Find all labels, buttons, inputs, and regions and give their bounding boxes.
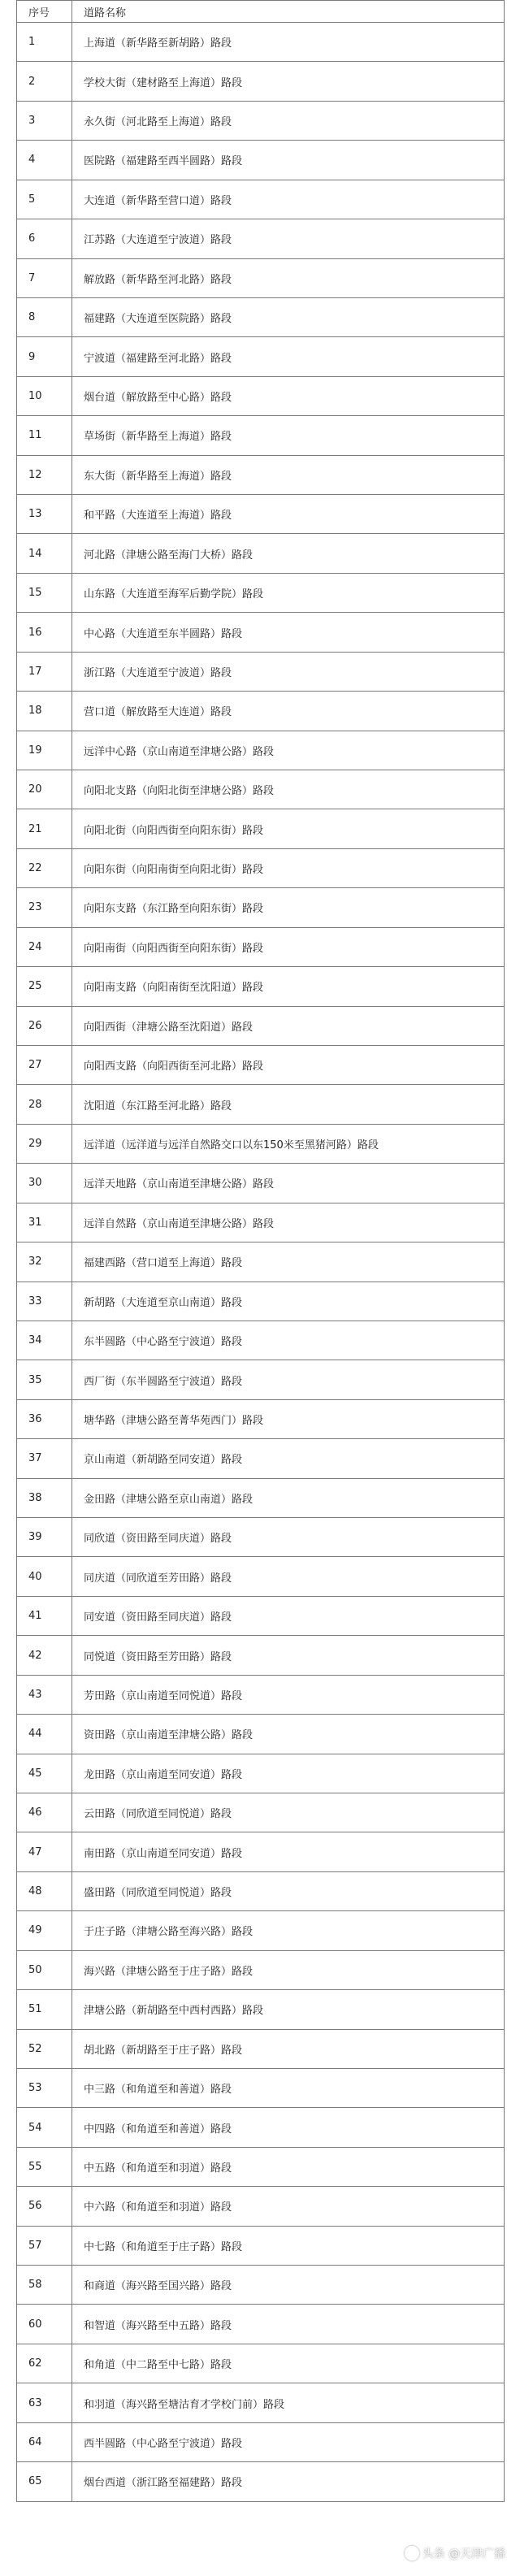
- row-serial-number: 38: [17, 1478, 72, 1517]
- row-road-name: 塘华路（津塘公路至菁华苑西门）路段: [72, 1399, 505, 1438]
- row-serial-number: 62: [17, 2344, 72, 2383]
- table-row: [17, 1124, 505, 1163]
- row-serial-number: 41: [17, 1596, 72, 1635]
- row-serial-number: 49: [17, 1911, 72, 1950]
- table-row: [17, 2383, 505, 2422]
- row-road-name: 远洋道（远洋道与远洋自然路交口以东150米至黑猪河路）路段: [72, 1124, 505, 1163]
- table-row: [17, 2029, 505, 2068]
- row-serial-number: 65: [17, 2462, 72, 2501]
- table-row: [17, 1950, 505, 1989]
- row-road-name: 福建西路（营口道至上海道）路段: [72, 1242, 505, 1281]
- row-serial-number: 45: [17, 1754, 72, 1793]
- row-serial-number: 31: [17, 1203, 72, 1242]
- table-row: [17, 848, 505, 887]
- table-body: [17, 23, 505, 2502]
- row-road-name: 和角道（中二路至中七路）路段: [72, 2344, 505, 2383]
- row-road-name: 东半圆路（中心路至宁波道）路段: [72, 1321, 505, 1360]
- row-road-name: 和智道（海兴路至中五路）路段: [72, 2305, 505, 2344]
- table-row: [17, 2187, 505, 2226]
- row-serial-number: 51: [17, 1990, 72, 2029]
- row-road-name: 资田路（京山南道至津塘公路）路段: [72, 1715, 505, 1754]
- row-serial-number: 13: [17, 495, 72, 534]
- row-serial-number: 9: [17, 337, 72, 376]
- row-serial-number: 43: [17, 1675, 72, 1714]
- row-road-name: 和羽道（海兴路至塘沽育才学校门前）路段: [72, 2383, 505, 2422]
- road-table: [16, 0, 505, 2502]
- row-serial-number: 52: [17, 2029, 72, 2068]
- table-row: [17, 1242, 505, 1281]
- row-road-name: 南田路（京山南道至同安道）路段: [72, 1832, 505, 1871]
- watermark-text: 头条 @天津广播: [422, 2548, 505, 2561]
- table-row: [17, 1399, 505, 1438]
- table-row: [17, 888, 505, 927]
- row-road-name: 津塘公路（新胡路至中西村西路）路段: [72, 1990, 505, 2029]
- row-road-name: 同欣道（资田路至同庆道）路段: [72, 1518, 505, 1557]
- table-row: [17, 1911, 505, 1950]
- table-row: [17, 1793, 505, 1832]
- row-serial-number: 21: [17, 809, 72, 848]
- row-road-name: 向阳北街（向阳西街至向阳东街）路段: [72, 809, 505, 848]
- row-road-name: 烟台西道（浙江路至福建路）路段: [72, 2462, 505, 2501]
- row-road-name: 向阳北支路（向阳北街至津塘公路）路段: [72, 770, 505, 809]
- row-serial-number: 27: [17, 1045, 72, 1084]
- row-serial-number: 30: [17, 1164, 72, 1203]
- row-serial-number: 55: [17, 2147, 72, 2186]
- table-row: [17, 2108, 505, 2147]
- table-row: [17, 1990, 505, 2029]
- table-row: [17, 534, 505, 573]
- table-row: [17, 1596, 505, 1635]
- table-row: [17, 2226, 505, 2265]
- table-row: [17, 731, 505, 770]
- row-serial-number: 36: [17, 1399, 72, 1438]
- row-road-name: 向阳南街（向阳西街至向阳东街）路段: [72, 927, 505, 966]
- row-road-name: 向阳东支路（东江路至向阳东街）路段: [72, 888, 505, 927]
- row-serial-number: 46: [17, 1793, 72, 1832]
- row-road-name: 向阳东街（向阳南街至向阳北街）路段: [72, 848, 505, 887]
- row-road-name: 新胡路（大连道至京山南道）路段: [72, 1281, 505, 1321]
- row-serial-number: 5: [17, 180, 72, 219]
- table-row: [17, 1085, 505, 1124]
- row-serial-number: 53: [17, 2068, 72, 2107]
- table-row: [17, 1439, 505, 1478]
- row-serial-number: 1: [17, 23, 72, 62]
- row-serial-number: 26: [17, 1006, 72, 1045]
- table-row: [17, 967, 505, 1006]
- row-serial-number: 33: [17, 1281, 72, 1321]
- row-road-name: 金田路（津塘公路至京山南道）路段: [72, 1478, 505, 1517]
- row-road-name: 中三路（和角道至和善道）路段: [72, 2068, 505, 2107]
- table-row: [17, 62, 505, 101]
- row-serial-number: 14: [17, 534, 72, 573]
- table-row: [17, 495, 505, 534]
- row-serial-number: 2: [17, 62, 72, 101]
- row-road-name: 和平路（大连道至上海道）路段: [72, 495, 505, 534]
- table-row: [17, 2305, 505, 2344]
- row-road-name: 远洋中心路（京山南道至津塘公路）路段: [72, 731, 505, 770]
- row-serial-number: 35: [17, 1360, 72, 1399]
- row-serial-number: 10: [17, 376, 72, 415]
- table-row: [17, 1715, 505, 1754]
- row-road-name: 永久街（河北路至上海道）路段: [72, 101, 505, 140]
- row-serial-number: 39: [17, 1518, 72, 1557]
- row-road-name: 云田路（同欣道至同悦道）路段: [72, 1793, 505, 1832]
- row-serial-number: 18: [17, 692, 72, 731]
- row-road-name: 西半圆路（中心路至宁波道）路段: [72, 2422, 505, 2461]
- table-row: [17, 1636, 505, 1675]
- row-road-name: 浙江路（大连道至宁波道）路段: [72, 652, 505, 691]
- table-row: [17, 180, 505, 219]
- table-row: [17, 101, 505, 140]
- table-row: [17, 770, 505, 809]
- row-road-name: 中四路（和角道至和善道）路段: [72, 2108, 505, 2147]
- row-serial-number: 16: [17, 613, 72, 652]
- row-serial-number: 23: [17, 888, 72, 927]
- row-serial-number: 6: [17, 219, 72, 258]
- row-road-name: 和商道（海兴路至国兴路）路段: [72, 2266, 505, 2305]
- row-serial-number: 20: [17, 770, 72, 809]
- table-row: [17, 2068, 505, 2107]
- row-road-name: 江苏路（大连道至宁波道）路段: [72, 219, 505, 258]
- watermark-logo-icon: [405, 2546, 419, 2561]
- table-row: [17, 23, 505, 62]
- table-row: [17, 1518, 505, 1557]
- table-row: [17, 1203, 505, 1242]
- table-row: [17, 337, 505, 376]
- table-row: [17, 2147, 505, 2186]
- row-serial-number: 24: [17, 927, 72, 966]
- row-serial-number: 58: [17, 2266, 72, 2305]
- table-row: [17, 219, 505, 258]
- row-serial-number: 22: [17, 848, 72, 887]
- table-row: [17, 1675, 505, 1714]
- table-row: [17, 2266, 505, 2305]
- row-serial-number: 11: [17, 416, 72, 455]
- row-road-name: 中五路（和角道至和羽道）路段: [72, 2147, 505, 2186]
- row-serial-number: 54: [17, 2108, 72, 2147]
- row-serial-number: 40: [17, 1557, 72, 1596]
- row-serial-number: 3: [17, 101, 72, 140]
- row-road-name: 医院路（福建路至西半圆路）路段: [72, 141, 505, 180]
- header-serial-number: 序号: [17, 1, 72, 23]
- row-serial-number: 25: [17, 967, 72, 1006]
- table-row: [17, 1832, 505, 1871]
- row-road-name: 草场街（新华路至上海道）路段: [72, 416, 505, 455]
- row-serial-number: 28: [17, 1085, 72, 1124]
- table-row: [17, 809, 505, 848]
- row-serial-number: 7: [17, 258, 72, 297]
- table-header-row: [17, 1, 505, 23]
- row-serial-number: 15: [17, 573, 72, 612]
- table-row: [17, 2462, 505, 2501]
- row-road-name: 沈阳道（东江路至河北路）路段: [72, 1085, 505, 1124]
- row-road-name: 东大街（新华路至上海道）路段: [72, 455, 505, 494]
- row-road-name: 同庆道（同欣道至芳田路）路段: [72, 1557, 505, 1596]
- watermark: [405, 2542, 505, 2565]
- row-serial-number: 32: [17, 1242, 72, 1281]
- table-row: [17, 416, 505, 455]
- row-road-name: 于庄子路（津塘公路至海兴路）路段: [72, 1911, 505, 1950]
- header-road-name: 道路名称: [72, 1, 505, 23]
- table-row: [17, 1871, 505, 1910]
- row-serial-number: 37: [17, 1439, 72, 1478]
- row-serial-number: 42: [17, 1636, 72, 1675]
- table-row: [17, 1321, 505, 1360]
- row-road-name: 海兴路（津塘公路至于庄子路）路段: [72, 1950, 505, 1989]
- table-row: [17, 2344, 505, 2383]
- row-serial-number: 4: [17, 141, 72, 180]
- row-road-name: 远洋自然路（京山南道至津塘公路）路段: [72, 1203, 505, 1242]
- row-serial-number: 57: [17, 2226, 72, 2265]
- row-road-name: 山东路（大连道至海军后勤学院）路段: [72, 573, 505, 612]
- row-serial-number: 56: [17, 2187, 72, 2226]
- row-road-name: 向阳西街（津塘公路至沈阳道）路段: [72, 1006, 505, 1045]
- row-road-name: 解放路（新华路至河北路）路段: [72, 258, 505, 297]
- table-row: [17, 692, 505, 731]
- row-road-name: 向阳南支路（向阳南街至沈阳道）路段: [72, 967, 505, 1006]
- row-serial-number: 8: [17, 297, 72, 336]
- table-row: [17, 1557, 505, 1596]
- row-road-name: 大连道（新华路至营口道）路段: [72, 180, 505, 219]
- row-road-name: 西厂街（东半圆路至宁波道）路段: [72, 1360, 505, 1399]
- table-row: [17, 573, 505, 612]
- row-road-name: 远洋天地路（京山南道至津塘公路）路段: [72, 1164, 505, 1203]
- row-road-name: 龙田路（京山南道至同安道）路段: [72, 1754, 505, 1793]
- row-serial-number: 34: [17, 1321, 72, 1360]
- row-road-name: 盛田路（同欣道至同悦道）路段: [72, 1871, 505, 1910]
- row-road-name: 中七路（和角道至于庄子路）路段: [72, 2226, 505, 2265]
- table-row: [17, 1281, 505, 1321]
- row-serial-number: 50: [17, 1950, 72, 1989]
- table-row: [17, 1478, 505, 1517]
- row-serial-number: 19: [17, 731, 72, 770]
- table-row: [17, 613, 505, 652]
- table-row: [17, 297, 505, 336]
- row-serial-number: 64: [17, 2422, 72, 2461]
- row-serial-number: 48: [17, 1871, 72, 1910]
- row-serial-number: 44: [17, 1715, 72, 1754]
- row-road-name: 京山南道（新胡路至同安道）路段: [72, 1439, 505, 1478]
- table-row: [17, 1045, 505, 1084]
- table-row: [17, 376, 505, 415]
- table-row: [17, 927, 505, 966]
- table-row: [17, 2422, 505, 2461]
- row-road-name: 中六路（和角道至和羽道）路段: [72, 2187, 505, 2226]
- row-road-name: 中心路（大连道至东半圆路）路段: [72, 613, 505, 652]
- row-road-name: 上海道（新华路至新胡路）路段: [72, 23, 505, 62]
- row-serial-number: 60: [17, 2305, 72, 2344]
- row-serial-number: 17: [17, 652, 72, 691]
- row-road-name: 学校大街（建材路至上海道）路段: [72, 62, 505, 101]
- table-row: [17, 1360, 505, 1399]
- row-road-name: 同安道（资田路至同庆道）路段: [72, 1596, 505, 1635]
- table-row: [17, 141, 505, 180]
- table-row: [17, 652, 505, 691]
- table-row: [17, 1754, 505, 1793]
- row-road-name: 向阳西支路（向阳西街至河北路）路段: [72, 1045, 505, 1084]
- row-serial-number: 63: [17, 2383, 72, 2422]
- row-road-name: 芳田路（京山南道至同悦道）路段: [72, 1675, 505, 1714]
- road-table-container: [16, 0, 504, 2502]
- row-road-name: 营口道（解放路至大连道）路段: [72, 692, 505, 731]
- table-row: [17, 455, 505, 494]
- row-serial-number: 12: [17, 455, 72, 494]
- table-row: [17, 258, 505, 297]
- row-road-name: 同悦道（资田路至芳田路）路段: [72, 1636, 505, 1675]
- row-road-name: 宁波道（福建路至河北路）路段: [72, 337, 505, 376]
- row-serial-number: 47: [17, 1832, 72, 1871]
- table-row: [17, 1164, 505, 1203]
- row-road-name: 胡北路（新胡路至于庄子路）路段: [72, 2029, 505, 2068]
- row-road-name: 福建路（大连道至医院路）路段: [72, 297, 505, 336]
- row-road-name: 烟台道（解放路至中心路）路段: [72, 376, 505, 415]
- row-serial-number: 29: [17, 1124, 72, 1163]
- table-row: [17, 1006, 505, 1045]
- row-road-name: 河北路（津塘公路至海门大桥）路段: [72, 534, 505, 573]
